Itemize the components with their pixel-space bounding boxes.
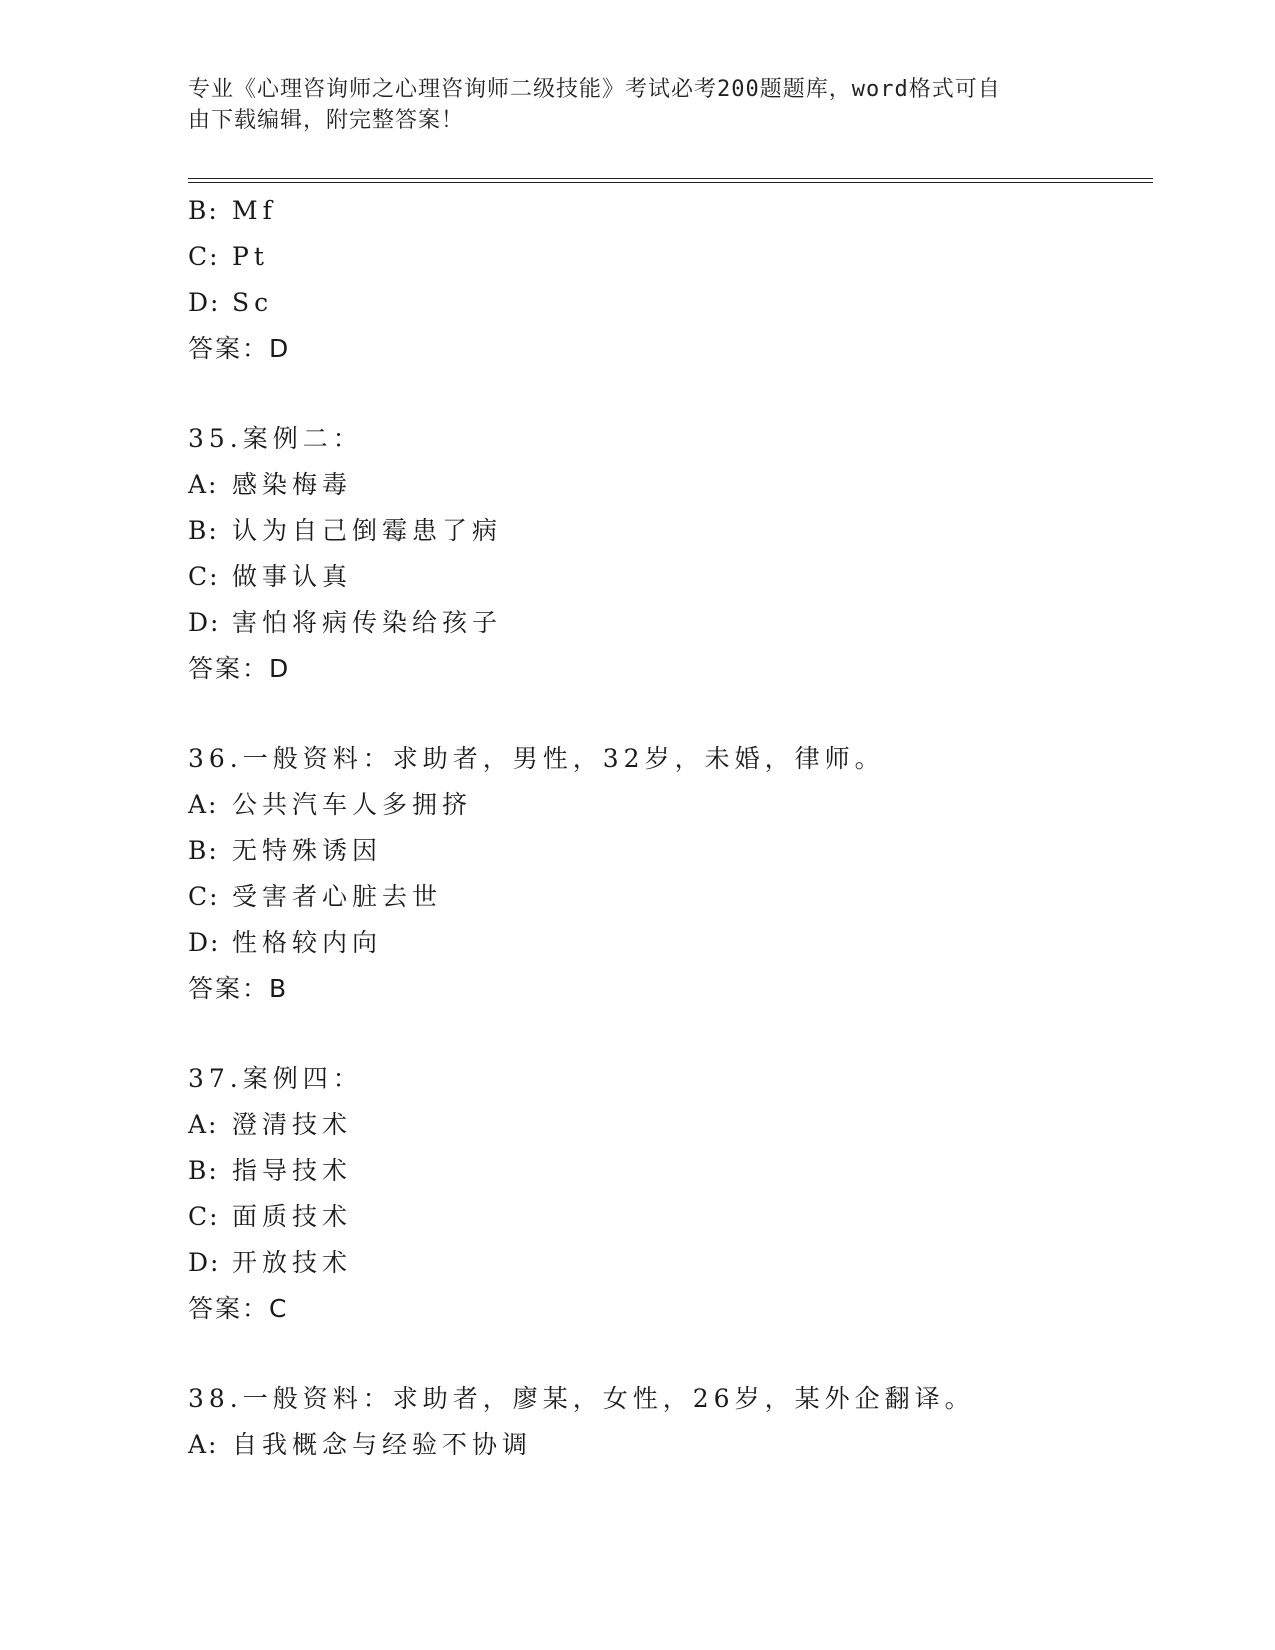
question-stem: 36.一般资料：求助者，男性，32岁，未婚，律师。	[188, 744, 885, 773]
question-38	[188, 1376, 1148, 1468]
option-row	[188, 1102, 1148, 1148]
header-line-2: 由下载编辑，附完整答案！	[188, 108, 465, 133]
option-text: Mf	[232, 196, 277, 225]
option-text: 公共汽车人多拥挤	[232, 790, 473, 819]
option-letter: D:	[188, 1248, 221, 1277]
option-letter: A:	[188, 470, 219, 499]
option-row	[188, 462, 1148, 508]
option-letter: D:	[188, 928, 221, 957]
option-row	[188, 600, 1148, 646]
header-divider-bottom	[188, 182, 1153, 183]
option-text: 无特殊诱因	[232, 836, 383, 865]
option-row	[188, 1422, 1148, 1468]
option-text: 面质技术	[232, 1202, 353, 1231]
option-row	[188, 234, 1148, 280]
option-row	[188, 1240, 1148, 1286]
option-row	[188, 828, 1148, 874]
answer-line: 答案：D	[188, 334, 291, 363]
answer-line: 答案：B	[188, 974, 289, 1003]
document-header	[188, 74, 1068, 136]
option-text: 澄清技术	[232, 1110, 353, 1139]
option-text: 受害者心脏去世	[232, 882, 443, 911]
option-text: 指导技术	[232, 1156, 353, 1185]
option-text: Pt	[232, 242, 269, 271]
option-row	[188, 188, 1148, 234]
option-letter: B:	[188, 1156, 219, 1185]
option-row	[188, 920, 1148, 966]
question-stem: 38.一般资料：求助者，廖某，女性，26岁，某外企翻译。	[188, 1384, 975, 1413]
option-row	[188, 1148, 1148, 1194]
option-row	[188, 782, 1148, 828]
option-row	[188, 508, 1148, 554]
question-36	[188, 736, 1148, 1012]
option-letter: C:	[188, 882, 220, 911]
option-letter: C:	[188, 242, 220, 271]
option-row	[188, 1194, 1148, 1240]
option-text: 认为自己倒霉患了病	[232, 516, 503, 545]
question-stem: 37.案例四：	[188, 1064, 363, 1093]
question-37	[188, 1056, 1148, 1332]
option-letter: A:	[188, 1110, 219, 1139]
option-letter: B:	[188, 836, 219, 865]
option-letter: D:	[188, 608, 221, 637]
option-letter: C:	[188, 562, 220, 591]
option-letter: D:	[188, 288, 221, 317]
option-text: 开放技术	[232, 1248, 353, 1277]
question-stem: 35.案例二：	[188, 424, 363, 453]
option-text: 害怕将病传染给孩子	[232, 608, 503, 637]
option-letter: A:	[188, 1430, 219, 1459]
question-35	[188, 416, 1148, 692]
option-text: Sc	[232, 288, 274, 317]
answer-line: 答案：D	[188, 654, 291, 683]
option-text: 性格较内向	[232, 928, 383, 957]
header-divider-top	[188, 178, 1153, 179]
option-row	[188, 554, 1148, 600]
option-letter: C:	[188, 1202, 220, 1231]
question-list	[188, 188, 1148, 1468]
header-line-1: 专业《心理咨询师之心理咨询师二级技能》考试必考200题题库，word格式可自	[188, 77, 1001, 102]
answer-line: 答案：C	[188, 1294, 289, 1323]
option-letter: B:	[188, 516, 219, 545]
option-letter: A:	[188, 790, 219, 819]
option-text: 感染梅毒	[232, 470, 353, 499]
option-row	[188, 874, 1148, 920]
option-text: 做事认真	[232, 562, 353, 591]
option-row	[188, 280, 1148, 326]
option-letter: B:	[188, 196, 219, 225]
carry-over-block	[188, 188, 1148, 372]
option-text: 自我概念与经验不协调	[232, 1430, 533, 1459]
